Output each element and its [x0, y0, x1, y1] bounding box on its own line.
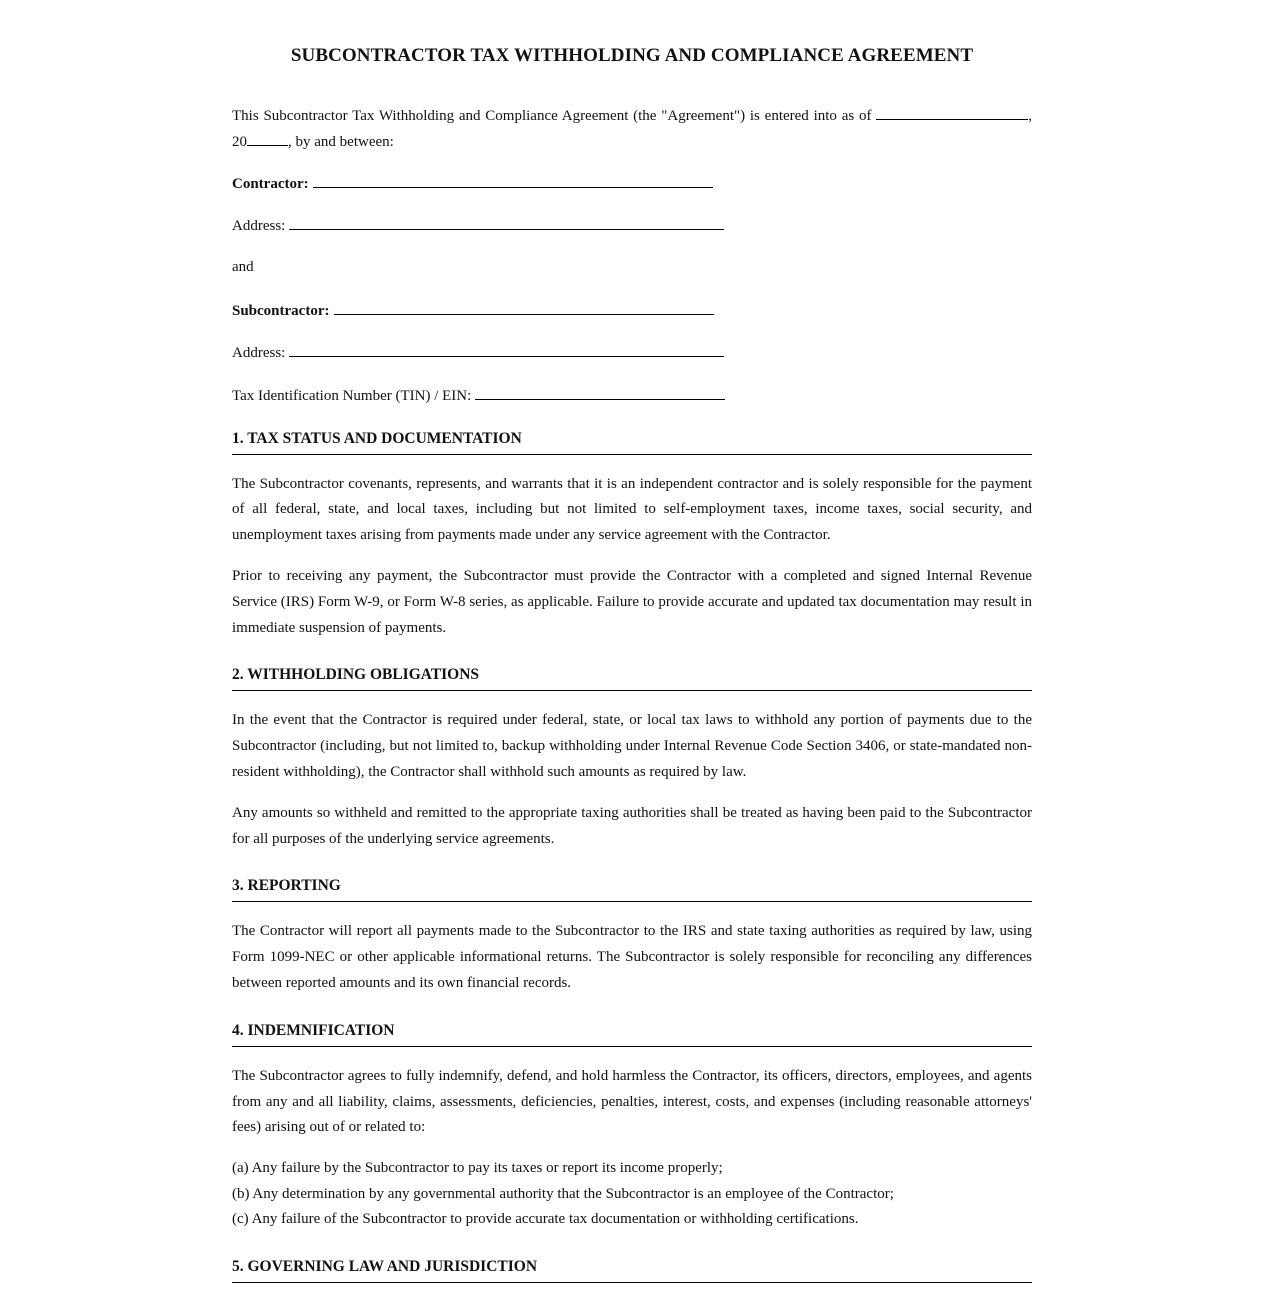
tin-field	[232, 384, 1032, 404]
section-heading: 1. TAX STATUS AND DOCUMENTATION	[232, 429, 1032, 455]
section-heading: 5. GOVERNING LAW AND JURISDICTION	[232, 1257, 1032, 1283]
and-separator: and	[232, 258, 254, 275]
section-governing-law	[232, 1257, 1032, 1283]
list-item: (c) Any failure of the Subcontractor to provide accurate tax documentation or withholding certifications.	[232, 1211, 859, 1228]
subcontractor-label: Subcontractor:	[232, 302, 330, 319]
intro-paragraph	[232, 104, 1032, 156]
contractor-address-label: Address:	[232, 218, 286, 235]
contractor-blank-line[interactable]	[313, 172, 713, 188]
subcontractor-field	[232, 299, 1032, 319]
contractor-label: Contractor:	[232, 175, 309, 192]
list-item: (a) Any failure by the Subcontractor to pay its taxes or report its income properly;	[232, 1160, 723, 1177]
subcontractor-address-label: Address:	[232, 345, 286, 362]
contractor-field	[232, 172, 1032, 192]
section-tax-status	[232, 429, 1032, 642]
tin-label: Tax Identification Number (TIN) / EIN:	[232, 387, 472, 404]
section-indemnification	[232, 1021, 1032, 1233]
section-paragraph: In the event that the Contractor is required under federal, state, or local tax laws to withhold any portion of payments due to the Subcontractor (including, but not limited to, backup withholding under Internal Revenue Code Section 3406, or state-mandated non-resident withholding), the Contractor shall withhold such amounts as required by law.	[232, 712, 1032, 780]
document-title: SUBCONTRACTOR TAX WITHHOLDING AND COMPLIANCE AGREEMENT	[290, 45, 974, 66]
subcontractor-address-field	[232, 341, 1032, 361]
section-heading: 4. INDEMNIFICATION	[232, 1021, 1032, 1047]
indemnification-list	[232, 1156, 1032, 1233]
tin-blank-line[interactable]	[475, 384, 725, 400]
intro-text-before: This Subcontractor Tax Withholding and Compliance Agreement (the "Agreement") is entered into as of	[232, 108, 872, 124]
date-blank-line[interactable]	[876, 105, 1028, 120]
section-paragraph: The Subcontractor agrees to fully indemnify, defend, and hold harmless the Contractor, its officers, directors, employees, and agents from any and all liability, claims, assessments, deficiencies, penalties, interest, costs, and expenses (including reasonable attorneys' fees) arising out of or related to:	[232, 1067, 1032, 1136]
subcontractor-address-blank-line[interactable]	[289, 341, 724, 357]
document-page	[232, 0, 1032, 1283]
section-heading: 3. REPORTING	[232, 876, 1032, 902]
contractor-address-field	[232, 214, 1032, 234]
section-reporting	[232, 876, 1032, 996]
section-paragraph: Prior to receiving any payment, the Subcontractor must provide the Contractor with a completed and signed Internal Revenue Service (IRS) Form W-9, or Form W-8 series, as applicable. Failure to provide accurate and updated tax documentation may result in immediate suspension of payments.	[232, 567, 1032, 636]
section-paragraph: Any amounts so withheld and remitted to the appropriate taxing authorities shall be treated as having been paid to the Subcontractor for all purposes of the underlying service agreements.	[232, 804, 1032, 847]
section-paragraph: The Contractor will report all payments made to the Subcontractor to the IRS and state taxing authorities as required by law, using Form 1099-NEC or other applicable informational returns. The Subcontractor is solely responsible for reconciling any differences between reported amounts and its own financial records.	[232, 923, 1032, 991]
intro-year-prefix: , 20	[232, 108, 1032, 150]
year-blank-line[interactable]	[247, 131, 288, 146]
section-heading: 2. WITHHOLDING OBLIGATIONS	[232, 665, 1032, 691]
intro-text-after: , by and between:	[288, 133, 394, 150]
contractor-address-blank-line[interactable]	[289, 214, 724, 230]
section-paragraph: The Subcontractor covenants, represents, and warrants that it is an independent contractor and is solely responsible for the payment of all federal, state, and local taxes, including but not limited to self-employment taxes, income taxes, social security, and unemployment taxes arising from payments made under any service agreement with the Contractor.	[232, 475, 1032, 544]
section-withholding-obligations	[232, 665, 1032, 852]
subcontractor-blank-line[interactable]	[334, 299, 714, 315]
list-item: (b) Any determination by any governmental authority that the Subcontractor is an employee of the Contractor;	[232, 1185, 894, 1202]
